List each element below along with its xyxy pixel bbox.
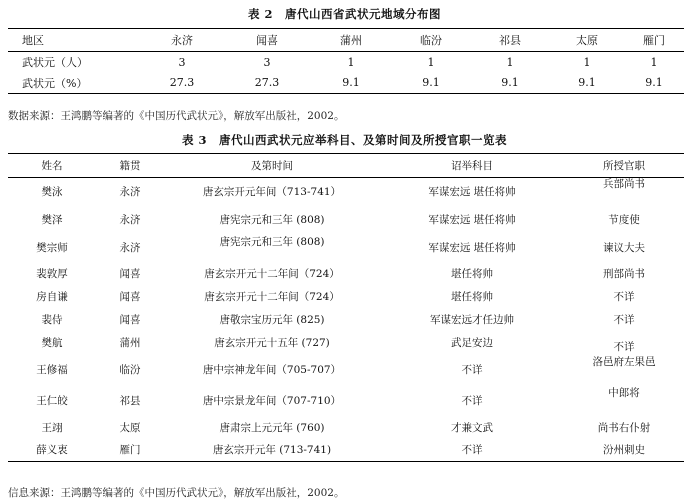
table3-header-cell: 籍贯 (119, 160, 141, 172)
table3-caption: 表 3 唐代山西武状元应举科目、及第时间及所授官职一览表 (181, 133, 507, 147)
table2-header-cell: 太原 (576, 34, 598, 47)
table2-cell: 9.1 (422, 76, 440, 90)
table2-cell: 1 (583, 55, 591, 69)
table3-cell: 唐玄宗开元十二年间（724） (204, 290, 340, 303)
table3-cell: 临汾 (119, 363, 141, 376)
table3-cell: 不详 (613, 313, 635, 326)
table3-cell: 汾州刺史 (603, 444, 645, 457)
table3-cell: 洛邑府左果邑 (592, 355, 656, 368)
table3-row (8, 354, 684, 385)
table2-cell: 27.3 (254, 76, 280, 90)
table2-header-cell: 临汾 (420, 34, 442, 47)
table2-header-cell: 祁县 (499, 34, 521, 47)
table3-cell: 军谋宏远才任边帅 (430, 313, 514, 326)
table-3 (8, 153, 684, 462)
table3-header-cell: 姓名 (41, 160, 63, 172)
table3-cell: 裴敦厚 (36, 267, 68, 280)
table3-row (8, 262, 684, 285)
table2-cell: 1 (650, 55, 658, 69)
table3-cell: 永济 (119, 186, 141, 199)
table3-cell: 唐玄宗开元十二年间（724） (204, 267, 340, 280)
table3-cell: 樊泽 (41, 214, 63, 226)
table3-cell: 王翊 (41, 421, 63, 434)
table3-row (8, 308, 684, 331)
table3-cell: 堪任将帅 (451, 290, 493, 303)
table3-row (8, 331, 684, 354)
table3-cell: 闻喜 (119, 313, 141, 326)
table3-cell: 唐中宗景龙年间（707-710） (202, 394, 342, 407)
table3-cell: 刑部尚书 (603, 267, 645, 280)
table3-cell: 闻喜 (119, 290, 141, 303)
table3-cell: 雁门 (119, 444, 141, 457)
table3-cell: 樊泳 (41, 186, 63, 199)
table3-cell: 才兼文武 (451, 421, 493, 434)
table3-cell: 唐宪宗元和三年 (808) (219, 214, 325, 226)
table2-header-row (8, 29, 684, 52)
table2-cell: 3 (263, 55, 271, 69)
table3-row (8, 206, 684, 234)
table3-cell: 不详 (461, 363, 483, 376)
table3-header-row (8, 154, 684, 178)
table2-header-cell: 地区 (22, 34, 44, 47)
table3-cell: 永济 (119, 214, 141, 226)
table3-cell: 堪任将帅 (451, 267, 493, 280)
table3-cell: 祁县 (119, 394, 141, 407)
table3-row (8, 285, 684, 308)
table3-row (8, 178, 684, 206)
table3-header-cell: 及第时间 (251, 160, 293, 172)
table2-cell: 1 (506, 55, 514, 69)
table3-cell: 唐中宗神龙年间（705-707） (202, 363, 342, 376)
table3-cell: 武足安边 (451, 336, 493, 349)
table2-cell: 武状元（%） (22, 76, 88, 90)
table2-header-cell: 雁门 (643, 34, 665, 47)
table3-cell: 房自谦 (36, 290, 68, 303)
table2-caption: 表 2 唐代山西省武状元地域分布图 (247, 7, 441, 21)
table3-cell: 军谋宏远 堪任将帅 (428, 186, 516, 199)
table3-cell: 唐玄宗开元十五年 (727) (214, 336, 330, 349)
table3-cell: 唐玄宗开元年 (713-741) (212, 444, 332, 457)
table3-cell: 军谋宏远 堪任将帅 (428, 242, 516, 254)
table3-cell: 不详 (461, 444, 483, 457)
table2-header-cell: 永济 (171, 34, 193, 47)
table3-cell: 薛义衷 (36, 444, 68, 457)
table3-row (8, 416, 684, 439)
table3-source-note: 信息来源：王鸿鹏等编著的《中国历代武状元》，解放军出版社，2002。 (8, 487, 345, 499)
table3-cell: 唐宪宗元和三年 (808) (219, 235, 325, 248)
table3-cell: 尚书右仆射 (597, 421, 651, 434)
table2-cell: 9.1 (501, 76, 519, 90)
table2-header-cell: 蒲州 (340, 34, 362, 47)
table3-cell: 樊宗师 (36, 242, 68, 254)
table3-row (8, 385, 684, 416)
table2-cell: 9.1 (578, 76, 596, 90)
table3-cell: 军谋宏远 堪任将帅 (428, 214, 516, 226)
table3-cell: 樊航 (41, 336, 63, 349)
table3-row (8, 439, 684, 462)
table3-cell: 王仁皎 (36, 394, 68, 407)
table3-cell: 唐敬宗宝历元年 (825) (219, 313, 325, 326)
table3-cell: 裴侍 (41, 313, 63, 326)
table2-cell: 武状元（人） (22, 56, 88, 70)
table3-cell: 节度使 (608, 214, 640, 226)
table2-cell: 1 (347, 55, 355, 69)
table3-cell: 唐玄宗开元年间（713-741） (202, 186, 342, 199)
table3-cell: 王修福 (36, 363, 68, 376)
table2-cell: 9.1 (342, 76, 360, 90)
table3-cell: 唐肃宗上元元年 (760) (219, 421, 325, 434)
table3-cell: 不详 (461, 394, 483, 407)
table3-cell: 永济 (119, 242, 141, 254)
table2-cell: 27.3 (169, 76, 195, 90)
table2-row (8, 52, 684, 73)
table3-header-cell: 诏举科目 (451, 160, 493, 172)
table3-cell: 不详 (613, 290, 635, 303)
table3-cell: 谏议大夫 (603, 242, 645, 254)
table3-cell: 不详 (613, 340, 635, 353)
table3-header-cell: 所授官职 (603, 160, 645, 172)
table2-cell: 9.1 (645, 76, 663, 90)
table3-cell: 蒲州 (119, 336, 141, 349)
table2-row (8, 73, 684, 94)
table2-cell: 3 (178, 55, 186, 69)
table3-cell: 闻喜 (119, 267, 141, 280)
table2-cell: 1 (427, 55, 435, 69)
table3-cell: 兵部尚书 (603, 178, 645, 190)
table3-row (8, 234, 684, 262)
table2-source-note: 数据来源：王鸿鹏等编著的《中国历代武状元》，解放军出版社，2002。 (8, 110, 345, 122)
table3-cell: 中郎将 (608, 386, 640, 399)
table2-header-cell: 闻喜 (256, 34, 278, 47)
table-2 (8, 28, 684, 94)
table3-cell: 太原 (119, 421, 141, 434)
